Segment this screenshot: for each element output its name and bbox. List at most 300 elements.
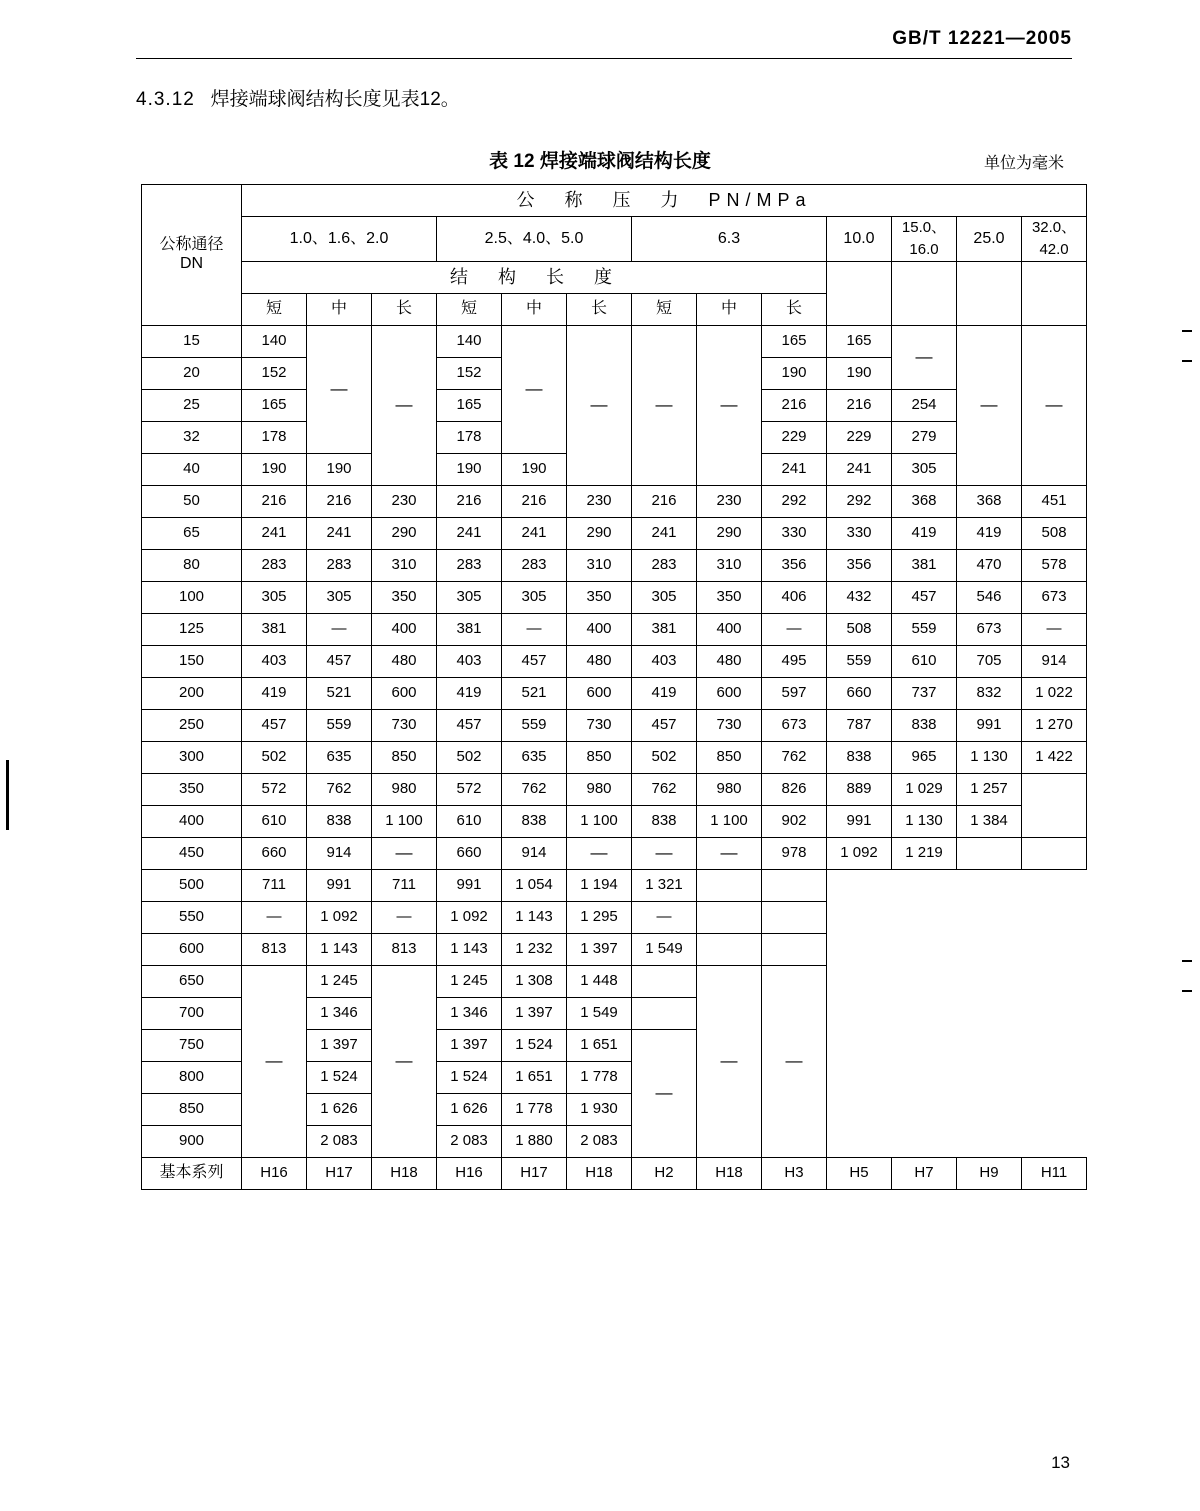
cell-value: 1 130	[892, 805, 957, 837]
cell-dn: 350	[142, 773, 242, 805]
cell-value: 889	[827, 773, 892, 805]
length-type-4: 短	[437, 293, 502, 325]
cell-value: 1 549	[632, 933, 697, 965]
cell-value: 572	[437, 773, 502, 805]
cell-dn: 850	[142, 1093, 242, 1125]
cell-value: 610	[437, 805, 502, 837]
cell-dn: 100	[142, 581, 242, 613]
cell-value: 381	[892, 549, 957, 581]
series-value-6: H18	[567, 1157, 632, 1189]
cell-value: 457	[437, 709, 502, 741]
cell-value: 673	[762, 709, 827, 741]
clause-paragraph	[136, 84, 460, 111]
cell-value: 1 626	[307, 1093, 372, 1125]
cell-value: 1 257	[957, 773, 1022, 805]
pressure-group-2: 2.5、4.0、5.0	[437, 217, 632, 262]
cell-value: 1 100	[697, 805, 762, 837]
cell-value: 403	[632, 645, 697, 677]
cell-value: 1 626	[437, 1093, 502, 1125]
cell-value: 832	[957, 677, 1022, 709]
unit-note: 单位为毫米	[983, 155, 1064, 172]
cell-dn: 150	[142, 645, 242, 677]
cell-value: 1 397	[567, 933, 632, 965]
table-row	[142, 645, 1087, 677]
cell-value: 230	[372, 485, 437, 517]
cell-value: 178	[242, 421, 307, 453]
cell-value: —	[1022, 613, 1087, 645]
cell-dn: 450	[142, 837, 242, 869]
cell-value: —	[632, 901, 697, 933]
cell-value: 216	[762, 389, 827, 421]
cell-value: 1 778	[567, 1061, 632, 1093]
cell-value: 559	[307, 709, 372, 741]
cell-value: 290	[372, 517, 437, 549]
series-value-2: H17	[307, 1157, 372, 1189]
cell-value: 432	[827, 581, 892, 613]
table-row	[142, 613, 1087, 645]
cell-value: 216	[242, 485, 307, 517]
cell-value: 451	[1022, 485, 1087, 517]
cell-value: —	[372, 901, 437, 933]
cell-value: —	[1022, 325, 1087, 485]
cell-value: 1 651	[567, 1029, 632, 1061]
table-row	[142, 325, 1087, 357]
series-label: 基本系列	[142, 1157, 242, 1189]
length-type-1: 短	[242, 293, 307, 325]
margin-tick	[1182, 330, 1192, 332]
cell-value: 1 092	[437, 901, 502, 933]
cell-value: 216	[307, 485, 372, 517]
cell-value: 457	[242, 709, 307, 741]
cell-value: 381	[632, 613, 697, 645]
cell-value: 737	[892, 677, 957, 709]
cell-value: 165	[827, 325, 892, 357]
length-type-3: 长	[372, 293, 437, 325]
cell-value: 1 143	[502, 901, 567, 933]
series-value-3: H18	[372, 1157, 437, 1189]
cell-value: 350	[697, 581, 762, 613]
cell-value: 152	[242, 357, 307, 389]
cell-value: 480	[372, 645, 437, 677]
cell-value: 991	[957, 709, 1022, 741]
cell-value: —	[957, 325, 1022, 485]
cell-value: 216	[502, 485, 567, 517]
cell-value	[1022, 773, 1087, 837]
cell-value: 356	[762, 549, 827, 581]
table-row	[142, 805, 1087, 837]
cell-value: —	[372, 965, 437, 1157]
cell-value: 1 130	[957, 741, 1022, 773]
cell-value: 290	[697, 517, 762, 549]
cell-value: 1 054	[502, 869, 567, 901]
cell-value: 730	[697, 709, 762, 741]
cell-value: 914	[502, 837, 567, 869]
cell-value: —	[697, 837, 762, 869]
cell-value: 419	[892, 517, 957, 549]
length-type-8: 中	[697, 293, 762, 325]
cell-value: 1 346	[437, 997, 502, 1029]
cell-dn: 20	[142, 357, 242, 389]
series-value-8: H18	[697, 1157, 762, 1189]
cell-value	[1022, 837, 1087, 869]
table-row	[142, 517, 1087, 549]
cell-value: 521	[307, 677, 372, 709]
cell-value: 980	[567, 773, 632, 805]
length-type-9: 长	[762, 293, 827, 325]
cell-value: 190	[502, 453, 567, 485]
page-header-standard-code: GB/T 12221—2005	[892, 28, 1072, 49]
cell-value: —	[632, 325, 697, 485]
cell-value: 230	[567, 485, 632, 517]
margin-tick	[1182, 990, 1192, 992]
cell-value: 508	[827, 613, 892, 645]
cell-value: 572	[242, 773, 307, 805]
cell-value: 330	[827, 517, 892, 549]
cell-value: 559	[827, 645, 892, 677]
cell-value: 1 651	[502, 1061, 567, 1093]
series-value-1: H16	[242, 1157, 307, 1189]
cell-value: 850	[567, 741, 632, 773]
cell-value: 991	[827, 805, 892, 837]
length-type-7: 短	[632, 293, 697, 325]
cell-value: 178	[437, 421, 502, 453]
table-row	[142, 709, 1087, 741]
table-caption: 表 12 焊接端球阀结构长度	[489, 151, 711, 172]
cell-value: 381	[242, 613, 307, 645]
cell-value: 1 194	[567, 869, 632, 901]
table-row	[142, 837, 1087, 869]
cell-dn: 50	[142, 485, 242, 517]
cell-dn: 600	[142, 933, 242, 965]
cell-value: 290	[567, 517, 632, 549]
series-value-12: H9	[957, 1157, 1022, 1189]
cell-value: —	[892, 325, 957, 389]
cell-value: 1 930	[567, 1093, 632, 1125]
cell-value: 1 270	[1022, 709, 1087, 741]
cell-dn: 25	[142, 389, 242, 421]
cell-value: 241	[437, 517, 502, 549]
length-type-2: 中	[307, 293, 372, 325]
cell-value: 813	[242, 933, 307, 965]
cell-value: 559	[502, 709, 567, 741]
cell-value: 838	[827, 741, 892, 773]
cell-value: 400	[567, 613, 632, 645]
cell-value: 457	[892, 581, 957, 613]
cell-value: 850	[372, 741, 437, 773]
series-value-9: H3	[762, 1157, 827, 1189]
cell-value: 283	[242, 549, 307, 581]
cell-value: 419	[242, 677, 307, 709]
cell-value: 600	[372, 677, 437, 709]
cell-dn: 900	[142, 1125, 242, 1157]
cell-value: —	[632, 1029, 697, 1157]
cell-dn: 80	[142, 549, 242, 581]
cell-value: 165	[437, 389, 502, 421]
pressure-group-1: 1.0、1.6、2.0	[242, 217, 437, 262]
cell-dn: 300	[142, 741, 242, 773]
table-row	[142, 485, 1087, 517]
cell-value: 730	[372, 709, 437, 741]
cell-value: 521	[502, 677, 567, 709]
series-value-10: H5	[827, 1157, 892, 1189]
pressure-group-4: 10.0	[827, 217, 892, 262]
length-type-5: 中	[502, 293, 567, 325]
cell-value: 838	[632, 805, 697, 837]
structure-length-table	[141, 184, 1087, 1190]
cell-value: 787	[827, 709, 892, 741]
cell-value: 241	[632, 517, 697, 549]
table-row	[142, 549, 1087, 581]
cell-value: 1 346	[307, 997, 372, 1029]
cell-value: 1 308	[502, 965, 567, 997]
cell-value: 279	[892, 421, 957, 453]
cell-value: 283	[437, 549, 502, 581]
cell-value: 190	[307, 453, 372, 485]
cell-dn: 400	[142, 805, 242, 837]
cell-value: 140	[437, 325, 502, 357]
cell-dn: 650	[142, 965, 242, 997]
cell-value: 356	[827, 549, 892, 581]
cell-value: 368	[892, 485, 957, 517]
cell-value: 1 778	[502, 1093, 567, 1125]
cell-value	[632, 965, 697, 997]
cell-value: 508	[1022, 517, 1087, 549]
cell-value: 216	[827, 389, 892, 421]
series-value-5: H17	[502, 1157, 567, 1189]
cell-value	[957, 837, 1022, 869]
cell-value: 350	[372, 581, 437, 613]
cell-value: 762	[307, 773, 372, 805]
cell-dn: 15	[142, 325, 242, 357]
cell-value: 559	[892, 613, 957, 645]
cell-value: 400	[697, 613, 762, 645]
clause-text: 焊接端球阀结构长度见表12。	[210, 89, 460, 110]
cell-value: 292	[827, 485, 892, 517]
cell-value: 660	[437, 837, 502, 869]
cell-value: 1 029	[892, 773, 957, 805]
cell-value: 1 100	[567, 805, 632, 837]
cell-value: 457	[632, 709, 697, 741]
table-row	[142, 933, 1087, 965]
table-row	[142, 773, 1087, 805]
margin-tick	[1182, 960, 1192, 962]
cell-value: 762	[502, 773, 567, 805]
cell-value: 457	[307, 645, 372, 677]
cell-value: 2 083	[307, 1125, 372, 1157]
cell-value: 838	[307, 805, 372, 837]
cell-value	[632, 997, 697, 1029]
cell-value: 965	[892, 741, 957, 773]
cell-value: 310	[372, 549, 437, 581]
margin-tick	[1182, 360, 1192, 362]
cell-value: 190	[242, 453, 307, 485]
cell-dn: 65	[142, 517, 242, 549]
cell-value	[762, 869, 827, 901]
cell-value: 216	[437, 485, 502, 517]
cell-value: 305	[502, 581, 567, 613]
cell-value: 1 143	[437, 933, 502, 965]
cell-value: 406	[762, 581, 827, 613]
cell-value: 1 549	[567, 997, 632, 1029]
cell-value: 305	[437, 581, 502, 613]
cell-value: —	[502, 325, 567, 453]
cell-value: 241	[827, 453, 892, 485]
cell-value: 254	[892, 389, 957, 421]
cell-value: 305	[242, 581, 307, 613]
cell-value: 980	[697, 773, 762, 805]
cell-value: 730	[567, 709, 632, 741]
cell-value: 635	[502, 741, 567, 773]
cell-value: 381	[437, 613, 502, 645]
cell-value: 403	[242, 645, 307, 677]
clause-number: 4.3.12	[136, 89, 195, 110]
cell-value: 762	[632, 773, 697, 805]
cell-value: 1 880	[502, 1125, 567, 1157]
pressure-group-5: 15.0、 16.0	[892, 217, 957, 262]
cell-value: 762	[762, 741, 827, 773]
cell-value: 368	[957, 485, 1022, 517]
cell-value: 457	[502, 645, 567, 677]
cell-dn: 700	[142, 997, 242, 1029]
cell-value: 310	[567, 549, 632, 581]
cell-value: 241	[762, 453, 827, 485]
cell-value: —	[372, 837, 437, 869]
cell-value: 1 448	[567, 965, 632, 997]
cell-value: —	[567, 325, 632, 485]
cell-value: 495	[762, 645, 827, 677]
series-value-11: H7	[892, 1157, 957, 1189]
cell-value: —	[372, 325, 437, 485]
cell-value: 635	[307, 741, 372, 773]
cell-value: 1 295	[567, 901, 632, 933]
length-type-6: 长	[567, 293, 632, 325]
series-value-4: H16	[437, 1157, 502, 1189]
cell-value: 241	[307, 517, 372, 549]
cell-value: 140	[242, 325, 307, 357]
pressure-group-7: 32.0、 42.0	[1022, 217, 1087, 262]
cell-value: 1 397	[437, 1029, 502, 1061]
structure-length-label: 结 构 长 度	[242, 261, 827, 293]
cell-value: 711	[372, 869, 437, 901]
series-value-7: H2	[632, 1157, 697, 1189]
cell-value	[697, 933, 762, 965]
cell-value: 305	[632, 581, 697, 613]
cell-value: 190	[762, 357, 827, 389]
cell-value: —	[697, 965, 762, 1157]
cell-value: 419	[632, 677, 697, 709]
cell-value: 705	[957, 645, 1022, 677]
margin-mark	[6, 760, 9, 830]
cell-value: 660	[242, 837, 307, 869]
cell-value: 546	[957, 581, 1022, 613]
cell-value	[762, 933, 827, 965]
cell-value: 241	[242, 517, 307, 549]
cell-value: 660	[827, 677, 892, 709]
cell-value: 350	[567, 581, 632, 613]
cell-value: —	[697, 325, 762, 485]
cell-value: 480	[697, 645, 762, 677]
cell-value: 152	[437, 357, 502, 389]
cell-value: 400	[372, 613, 437, 645]
cell-dn: 750	[142, 1029, 242, 1061]
cell-value: 165	[762, 325, 827, 357]
cell-value: 310	[697, 549, 762, 581]
cell-value: 190	[437, 453, 502, 485]
cell-dn: 250	[142, 709, 242, 741]
cell-value: 1 219	[892, 837, 957, 869]
cell-value: 480	[567, 645, 632, 677]
pressure-group-6: 25.0	[957, 217, 1022, 262]
cell-value	[762, 901, 827, 933]
cell-value: 597	[762, 677, 827, 709]
cell-value: 283	[632, 549, 697, 581]
cell-value: 1 524	[437, 1061, 502, 1093]
table-row	[142, 677, 1087, 709]
row-header-dn-line1: 公称通径	[159, 236, 224, 254]
table-container	[141, 184, 1077, 1190]
cell-dn: 200	[142, 677, 242, 709]
cell-value: 838	[502, 805, 567, 837]
cell-value: 502	[242, 741, 307, 773]
cell-value: 610	[892, 645, 957, 677]
cell-dn: 32	[142, 421, 242, 453]
cell-dn: 800	[142, 1061, 242, 1093]
cell-value: 600	[697, 677, 762, 709]
cell-value: 673	[1022, 581, 1087, 613]
cell-value: —	[307, 325, 372, 453]
cell-value: 1 524	[307, 1061, 372, 1093]
table-row	[142, 741, 1087, 773]
cell-value: —	[632, 837, 697, 869]
pressure-group-title: 公 称 压 力 PN/MPa	[242, 185, 1087, 217]
cell-value	[697, 901, 762, 933]
cell-value: 991	[307, 869, 372, 901]
cell-dn: 550	[142, 901, 242, 933]
cell-value: 673	[957, 613, 1022, 645]
cell-value: 914	[1022, 645, 1087, 677]
cell-value: 190	[827, 357, 892, 389]
cell-dn: 125	[142, 613, 242, 645]
cell-value: 1 143	[307, 933, 372, 965]
cell-value: 1 245	[437, 965, 502, 997]
cell-value: 419	[437, 677, 502, 709]
cell-value: 1 022	[1022, 677, 1087, 709]
cell-value: 1 422	[1022, 741, 1087, 773]
cell-value: 914	[307, 837, 372, 869]
series-value-13: H11	[1022, 1157, 1087, 1189]
cell-value: 1 321	[632, 869, 697, 901]
cell-value: 292	[762, 485, 827, 517]
cell-value: 826	[762, 773, 827, 805]
cell-value: 711	[242, 869, 307, 901]
cell-value	[697, 869, 762, 901]
header-spacer	[827, 261, 892, 325]
cell-value: —	[242, 965, 307, 1157]
cell-value: 283	[307, 549, 372, 581]
header-spacer	[1022, 261, 1087, 325]
cell-value: 419	[957, 517, 1022, 549]
cell-value: 991	[437, 869, 502, 901]
cell-value: 502	[437, 741, 502, 773]
cell-value: 216	[632, 485, 697, 517]
cell-value: —	[762, 613, 827, 645]
cell-value: 578	[1022, 549, 1087, 581]
row-header-dn-line2: DN	[179, 254, 204, 272]
cell-value: 980	[372, 773, 437, 805]
cell-value: 978	[762, 837, 827, 869]
cell-value: 1 384	[957, 805, 1022, 837]
cell-value: 1 524	[502, 1029, 567, 1061]
